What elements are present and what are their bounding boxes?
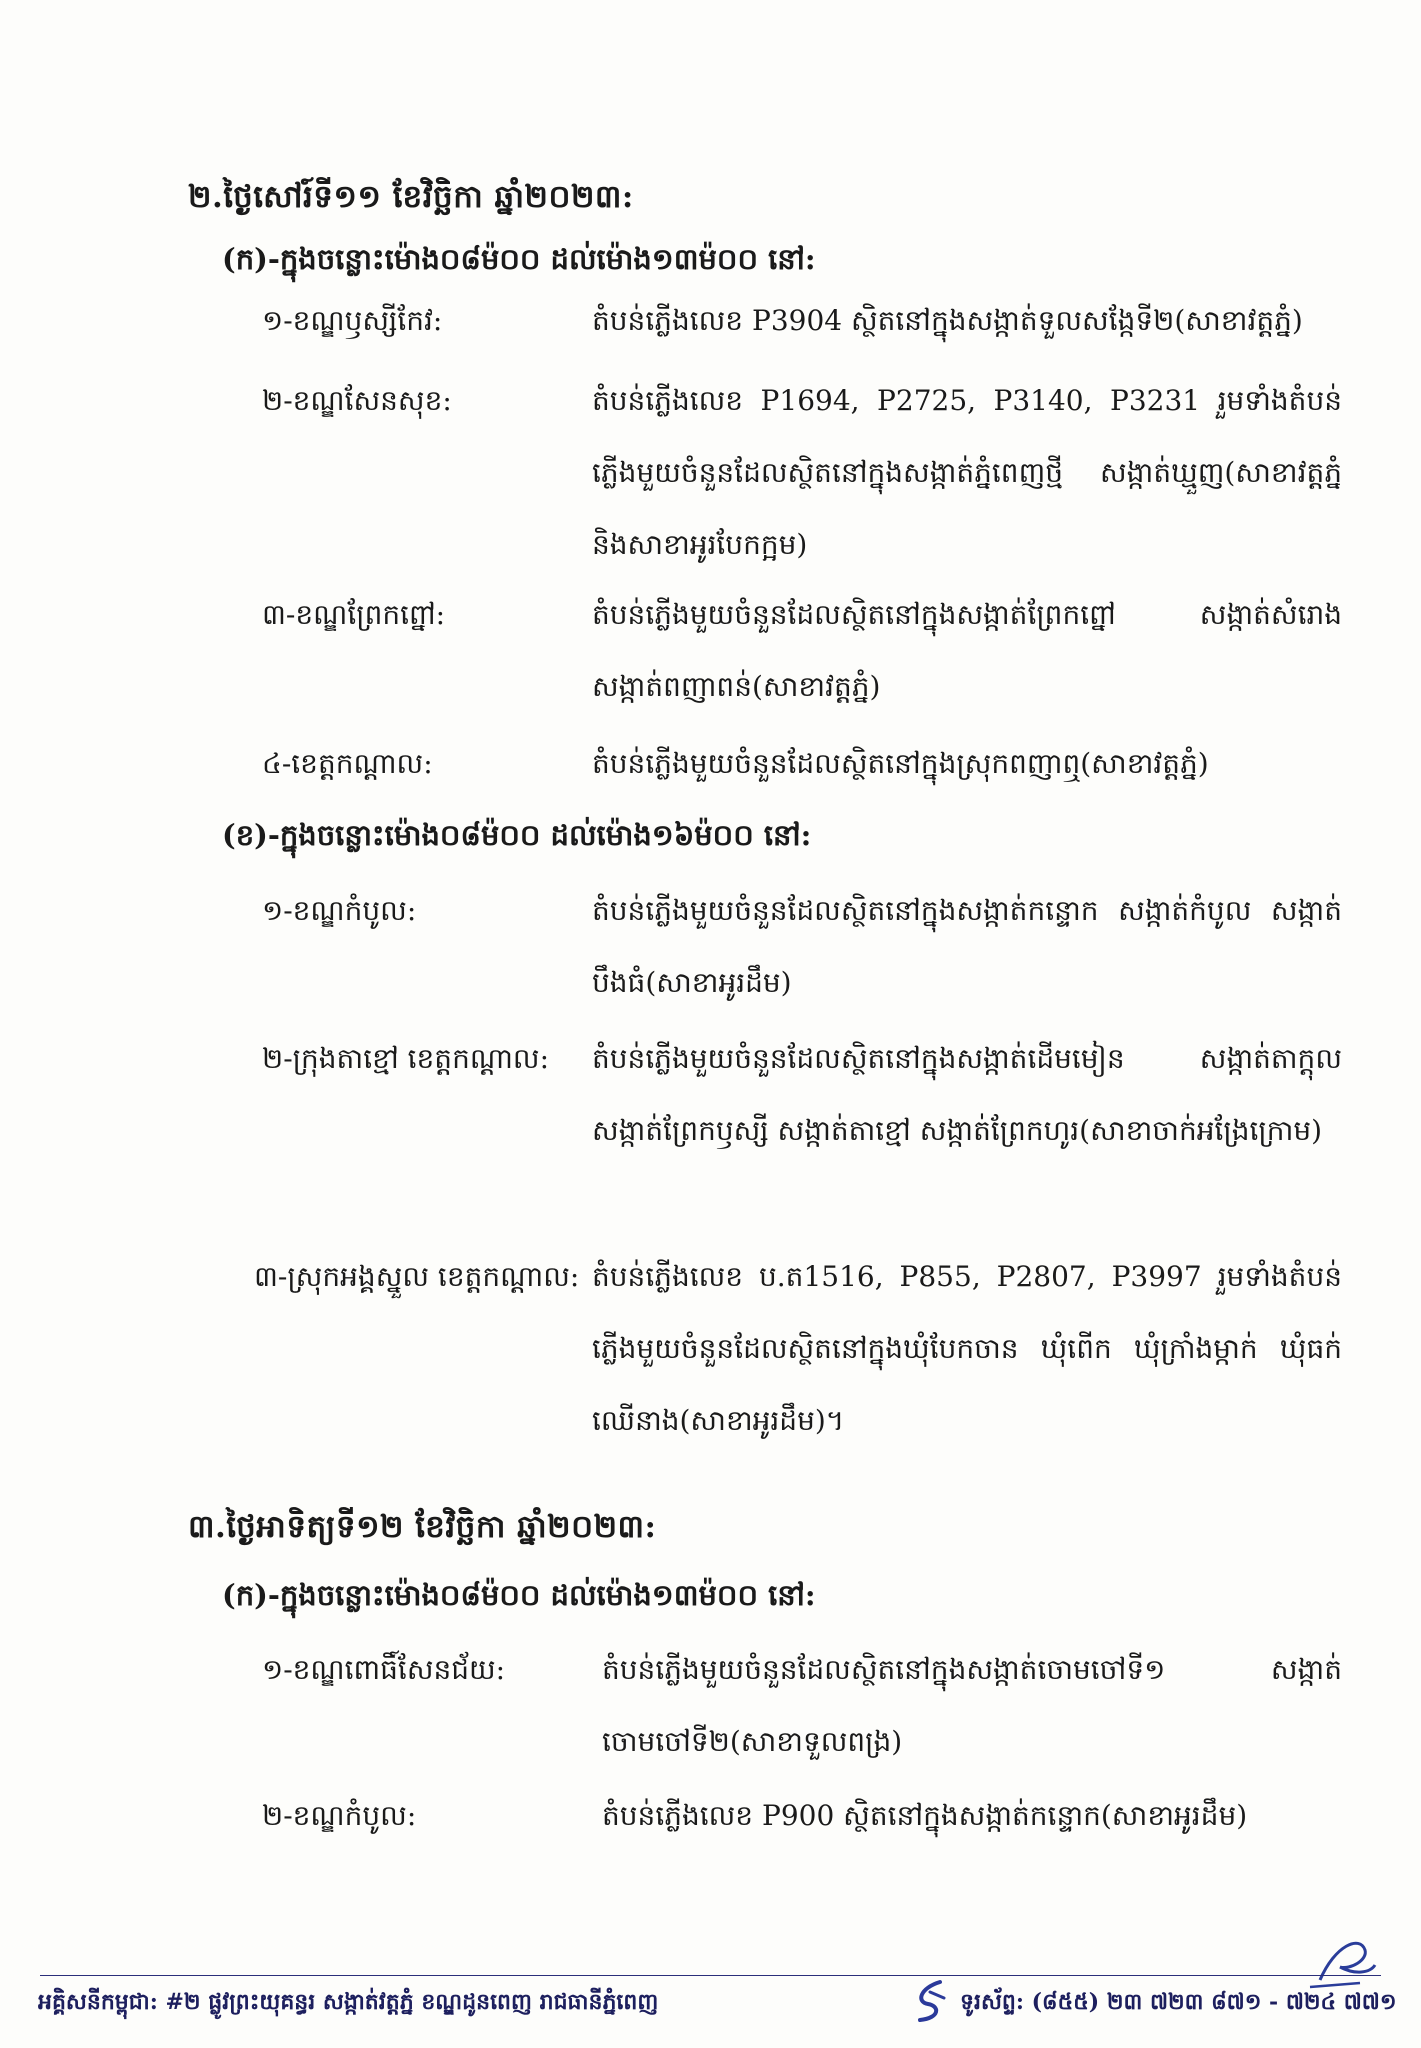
entry-description: តំបន់ភ្លើងលេខ P900 ស្ថិតនៅក្នុងសង្កាត់កន្ទោក(សាខាអូរដឹម) — [602, 1799, 1248, 1832]
time-heading: (ក)-ក្នុងចន្លោះម៉ោង០៨ម៉០០ ដល់ម៉ោង១៣ម៉០០ នៅ: — [222, 242, 816, 276]
entry-label: ៤-ខេត្តកណ្តាល: — [262, 747, 433, 780]
entry-description: តំបន់ភ្លើងមួយចំនួនដែលស្ថិតនៅក្នុងសង្កាត់ដើមមៀន សង្កាត់តាក្តុលសង្កាត់ព្រែកឫស្សី សង្កាត់តាខ្មៅ សង្កាត់ព្រែកហូរ(សាខាចាក់អង្រែក្រោម) — [592, 1042, 1342, 1147]
day-heading: ២.ថ្ងៃសៅរ៍ទី១១ ខែវិច្ឆិកា ឆ្នាំ២០២៣: — [188, 179, 634, 215]
footer-phone: ទូរស័ព្ទ: (៨៥៥) ២៣ ៧២៣ ៨៧១ - ៧២៤ ៧៧១ — [960, 1989, 1397, 2015]
entry-label: ៣-ខណ្ឌព្រែកព្នៅ: — [262, 598, 446, 631]
entry-label: ២-ខណ្ឌកំបូល: — [262, 1799, 417, 1832]
entry-description: តំបន់ភ្លើងមួយចំនួនដែលស្ថិតនៅក្នុងស្រុកពញាឮ(សាខាវត្តភ្នំ) — [592, 747, 1209, 780]
day-heading: ៣.ថ្ងៃអាទិត្យទី១២ ខែវិច្ឆិកា ឆ្នាំ២០២៣: — [188, 1509, 657, 1545]
entry-label: ១-ខណ្ឌកំបូល: — [262, 894, 417, 927]
time-heading: (ក)-ក្នុងចន្លោះម៉ោង០៨ម៉០០ ដល់ម៉ោង១៣ម៉០០ នៅ: — [222, 1578, 816, 1612]
entry-description: តំបន់ភ្លើងមួយចំនួនដែលស្ថិតនៅក្នុងសង្កាត់ចោមចៅទី១ សង្កាត់ចោមចៅទី២(សាខាទួលពង្រ) — [602, 1653, 1342, 1758]
edc-logo-icon — [910, 1978, 954, 2024]
entry-description: តំបន់ភ្លើងមួយចំនួនដែលស្ថិតនៅក្នុងសង្កាត់ព្រែកព្នៅ សង្កាត់សំរោងសង្កាត់ពញាពន់(សាខាវត្តភ្នំ) — [592, 598, 1342, 703]
entry-description: តំបន់ភ្លើងលេខ P1694, P2725, P3140, P3231 រួមទាំងតំបន់ភ្លើងមួយចំនួនដែលស្ថិតនៅក្នុងសង្កាត់ភ្នំពេញថ្មី សង្កាត់ឃ្មួញ(សាខាវត្តភ្នំ និងសាខាអូរបែកក្អម) — [592, 384, 1342, 561]
signature-mark — [1300, 1925, 1380, 1995]
entry-description: តំបន់ភ្លើងលេខ P3904 ស្ថិតនៅក្នុងសង្កាត់ទួលសង្កែទី២(សាខាវត្តភ្នំ) — [592, 304, 1303, 337]
time-heading: (ខ)-ក្នុងចន្លោះម៉ោង០៨ម៉០០ ដល់ម៉ោង១៦ម៉០០ នៅ: — [222, 818, 812, 852]
entry-label: ៣-ស្រុកអង្គស្នួល ខេត្តកណ្តាល: — [254, 1260, 580, 1293]
footer-divider — [40, 1975, 1381, 1976]
entry-description: តំបន់ភ្លើងមួយចំនួនដែលស្ថិតនៅក្នុងសង្កាត់កន្ទោក សង្កាត់កំបូល សង្កាត់បឹងធំ(សាខាអូរដឹម) — [592, 894, 1342, 999]
entry-description: តំបន់ភ្លើងលេខ ប.ត1516, P855, P2807, P3997 រួមទាំងតំបន់ភ្លើងមួយចំនួនដែលស្ថិតនៅក្នុងឃុំបែកចាន ឃុំពើក ឃុំក្រាំងម្កាក់ ឃុំធក់ឈើនាង(សាខាអូរដឹម)។ — [592, 1260, 1342, 1437]
entry-label: ១-ខណ្ឌពោធិ៍សែនជ័យ: — [262, 1653, 506, 1686]
entry-label: ១-ខណ្ឌឫស្សីកែវ: — [262, 304, 443, 337]
entry-label: ២-ក្រុងតាខ្មៅ ខេត្តកណ្តាល: — [262, 1042, 550, 1075]
entry-label: ២-ខណ្ឌសែនសុខ: — [262, 384, 452, 417]
footer-address: អគ្គិសនីកម្ពុជា: #២ ផ្លូវព្រះយុគន្ធរ សង្កាត់វត្តភ្នំ ខណ្ឌដូនពេញ រាជធានីភ្នំពេញ — [38, 1989, 659, 2015]
